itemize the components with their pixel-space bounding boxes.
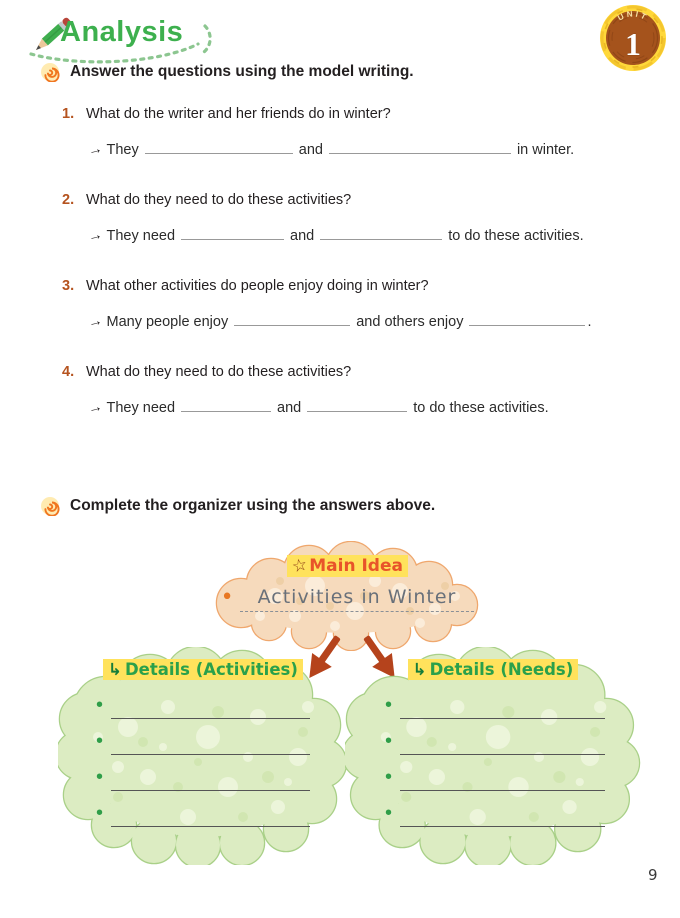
detail-blank-line[interactable] xyxy=(111,738,310,755)
page-number: 9 xyxy=(648,866,658,884)
main-idea-heading xyxy=(205,555,490,577)
detail-blank-line[interactable] xyxy=(400,702,605,719)
question-block-1 xyxy=(62,103,648,161)
bullet-icon: • xyxy=(96,729,104,752)
details-activities-cloud xyxy=(58,647,348,865)
detail-row xyxy=(58,764,348,800)
answer-blank[interactable] xyxy=(469,311,585,326)
down-right-arrow-icon: ↳ xyxy=(108,660,122,679)
details-activities-lines xyxy=(58,692,348,836)
answer-blank[interactable] xyxy=(307,397,407,412)
detail-blank-line[interactable] xyxy=(400,774,605,791)
bullet-icon: • xyxy=(385,765,393,788)
bullet-icon: • xyxy=(385,801,393,824)
unit-label: UNIT xyxy=(616,9,650,23)
bullet-icon: • xyxy=(385,729,393,752)
main-idea-answer xyxy=(205,585,490,612)
answer-pre-text: Many people enjoy xyxy=(106,314,229,330)
unit-number: 1 xyxy=(625,26,641,62)
spiral-icon xyxy=(40,62,60,82)
bullet-icon: • xyxy=(96,693,104,716)
star-icon: ☆ xyxy=(290,554,310,578)
question-text: What other activities do people enjoy doing in winter? xyxy=(86,278,429,294)
down-right-arrow-icon: ↳ xyxy=(412,660,427,679)
bullet-icon: • xyxy=(220,585,234,610)
bullet-icon: • xyxy=(96,801,104,824)
answer-post-text: to do these activities. xyxy=(448,228,584,244)
unit-badge xyxy=(598,2,668,72)
question-text: What do the writer and her friends do in winter? xyxy=(86,106,391,122)
answer-pre-text: They need xyxy=(106,400,176,416)
bullet-icon: • xyxy=(96,765,104,788)
answer-blank[interactable] xyxy=(181,397,271,412)
page-title: Analysis xyxy=(60,16,184,48)
questions-list xyxy=(62,103,648,447)
graphic-organizer xyxy=(0,525,680,895)
question-number: 3. xyxy=(62,278,75,294)
section-organizer-heading xyxy=(40,496,435,516)
page-header xyxy=(28,4,243,70)
answer-post-text: . xyxy=(587,314,592,330)
answer-arrow-icon: → xyxy=(86,226,105,246)
detail-blank-line[interactable] xyxy=(400,738,605,755)
answer-blank[interactable] xyxy=(234,311,350,326)
detail-row xyxy=(345,728,641,764)
details-activities-heading xyxy=(58,659,348,680)
details-needs-lines xyxy=(345,692,641,836)
answer-pre-text: They need xyxy=(106,228,176,244)
answer-arrow-icon: → xyxy=(86,140,105,160)
answer-mid-text: and xyxy=(277,400,302,416)
answer-blank[interactable] xyxy=(145,139,293,154)
detail-blank-line[interactable] xyxy=(111,774,310,791)
question-number: 2. xyxy=(62,192,75,208)
detail-row xyxy=(345,800,641,836)
detail-blank-line[interactable] xyxy=(400,810,605,827)
section-heading-text: Answer the questions using the model writing. xyxy=(70,63,414,80)
answer-arrow-icon: → xyxy=(86,398,105,418)
answer-arrow-icon: → xyxy=(86,312,105,332)
spiral-icon xyxy=(40,496,60,516)
answer-mid-text: and xyxy=(290,228,315,244)
detail-blank-line[interactable] xyxy=(111,702,310,719)
section-questions-heading xyxy=(40,62,414,82)
question-text: What do they need to do these activities? xyxy=(86,364,352,380)
answer-blank[interactable] xyxy=(181,225,284,240)
question-block-2 xyxy=(62,189,648,247)
question-block-4 xyxy=(62,361,648,419)
detail-row xyxy=(345,764,641,800)
details-needs-cloud xyxy=(345,647,641,865)
detail-row xyxy=(58,800,348,836)
question-number: 1. xyxy=(62,106,75,122)
detail-row xyxy=(58,728,348,764)
answer-blank[interactable] xyxy=(329,139,511,154)
detail-row xyxy=(345,692,641,728)
section-heading-text: Complete the organizer using the answers above. xyxy=(70,497,436,514)
answer-pre-text: They xyxy=(106,142,139,158)
main-idea-label: Main Idea xyxy=(309,556,403,576)
answer-mid-text: and xyxy=(298,142,323,158)
answer-post-text: to do these activities. xyxy=(413,400,549,416)
detail-row xyxy=(58,692,348,728)
bullet-icon: • xyxy=(385,693,393,716)
question-number: 4. xyxy=(62,364,75,380)
detail-blank-line[interactable] xyxy=(111,810,310,827)
details-needs-heading xyxy=(345,659,641,680)
question-block-3 xyxy=(62,275,648,333)
details-needs-label: Details (Needs) xyxy=(429,660,574,679)
main-idea-value[interactable]: Activities in Winter xyxy=(240,586,475,612)
answer-post-text: in winter. xyxy=(516,142,575,158)
question-text: What do they need to do these activities? xyxy=(86,192,352,208)
answer-blank[interactable] xyxy=(320,225,442,240)
details-activities-label: Details (Activities) xyxy=(124,660,298,679)
answer-mid-text: and others enjoy xyxy=(356,314,464,330)
